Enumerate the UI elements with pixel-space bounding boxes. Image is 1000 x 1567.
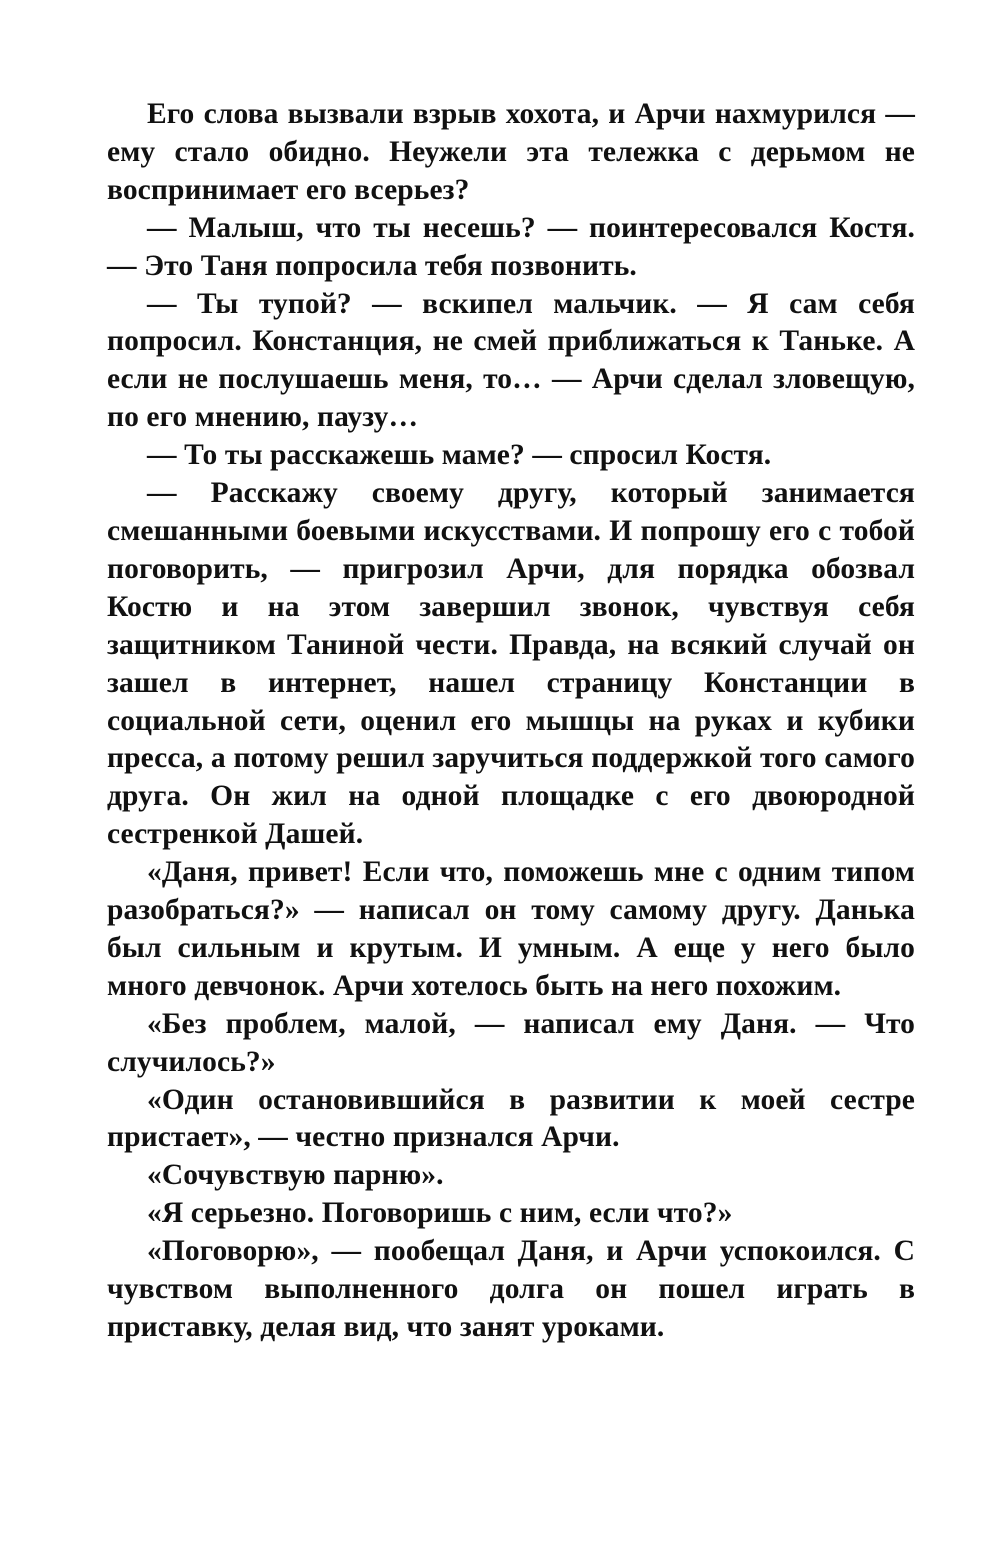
- body-text: [107, 96, 915, 1347]
- paragraph: «Один остановившийся в развитии к моей сестре пристает», — честно признался Арчи.: [107, 1083, 915, 1154]
- paragraph: — Ты тупой? — вскипел мальчик. — Я сам себя попросил. Констанция, не смей приближаться к Таньке. А если не послушаешь меня, то… — Арчи сделал зловещую, по его мнению, паузу…: [107, 287, 915, 434]
- paragraph: — Малыш, что ты несешь? — поинтересовался Костя. — Это Таня попросила тебя позвонить.: [107, 211, 915, 282]
- paragraph: — Расскажу своему другу, который занимается смешанными боевыми искусствами. И попрошу его с тобой поговорить, — пригрозил Арчи, для порядка обозвал Костю и на этом завершил звонок, чувствуя себя защитником Таниной чести. Правда, на всякий случай он зашел в интернет, нашел страницу Констанции в социальной сети, оценил его мышцы на руках и кубики пресса, а потому решил заручиться поддержкой того самого друга. Он жил на одной площадке с его двоюродной сестренкой Дашей.: [107, 477, 915, 851]
- paragraph: — То ты расскажешь маме? — спросил Костя.: [147, 439, 772, 472]
- paragraph: «Сочувствую парню».: [147, 1159, 444, 1192]
- paragraph: Его слова вызвали взрыв хохота, и Арчи нахмурился — ему стало обидно. Неужели эта тележка с дерьмом не воспринимает его всерьез?: [107, 98, 915, 206]
- paragraph: «Без проблем, малой, — написал ему Даня. — Что случилось?»: [107, 1007, 915, 1078]
- paragraph: «Даня, привет! Если что, поможешь мне с одним типом разобраться?» — написал он тому самому другу. Данька был сильным и крутым. И умным. А еще у него было много девчонок. Арчи хотелось быть на него похожим.: [107, 856, 915, 1002]
- paragraph: «Я серьезно. Поговоришь с ним, если что?»: [147, 1197, 733, 1230]
- paragraph: «Поговорю», — пообещал Даня, и Арчи успокоился. С чувством выполненного долга он пошел играть в приставку, делая вид, что занят уроками.: [107, 1235, 915, 1343]
